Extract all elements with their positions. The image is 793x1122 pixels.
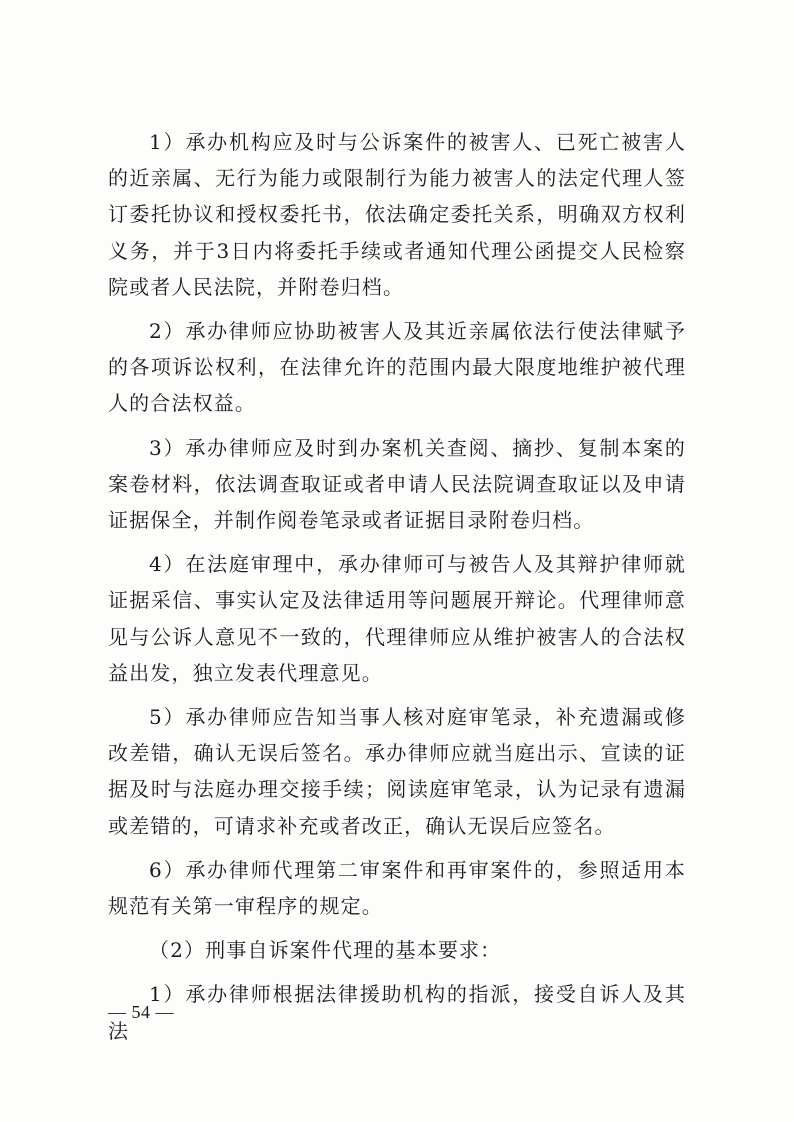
paragraph-4: 4）在法庭审理中，承办律师可与被告人及其辩护律师就证据采信、事实认定及法律适用等问题展开辩论。代理律师意见与公诉人意见不一致的，代理律师应从维护被害人的合法权益出发，独立发表代理意见。 <box>108 552 686 685</box>
paragraph-7: 1）承办律师根据法律援助机构的指派，接受自诉人及其法 <box>108 982 686 1043</box>
paragraph-2: 2）承办律师应协助被害人及其近亲属依法行使法律赋予的各项诉讼权利，在法律允许的范围内最大限度地维护被代理人的合法权益。 <box>108 319 686 416</box>
document-body <box>108 124 686 1057</box>
page-number: — 54 — <box>108 1002 174 1022</box>
paragraph-1: 1）承办机构应及时与公诉案件的被害人、已死亡被害人的近亲属、无行为能力或限制行为能力被害人的法定代理人签订委托协议和授权委托书，依法确定委托关系，明确双方权利义务，并于3日内将委托手续或者通知代理公函提交人民检察院或者人民法院，并附卷归档。 <box>108 130 686 299</box>
paragraph-3: 3）承办律师应及时到办案机关查阅、摘抄、复制本案的案卷材料，依法调查取证或者申请人民法院调查取证以及申请证据保全，并制作阅卷笔录或者证据目录附卷归档。 <box>108 435 686 533</box>
paragraph-6: 6）承办律师代理第二审案件和再审案件的，参照适用本规范有关第一审程序的规定。 <box>108 857 686 919</box>
paragraph-5: 5）承办律师应告知当事人核对庭审笔录，补充遗漏或修改差错，确认无误后签名。承办律师应就当庭出示、宣读的证据及时与法庭办理交接手续；阅读庭审笔录，认为记录有遗漏或差错的，可请求补充或者改正，确认无误后应签名。 <box>108 705 686 838</box>
section-heading: （2）刑事自诉案件代理的基本要求： <box>149 938 502 963</box>
